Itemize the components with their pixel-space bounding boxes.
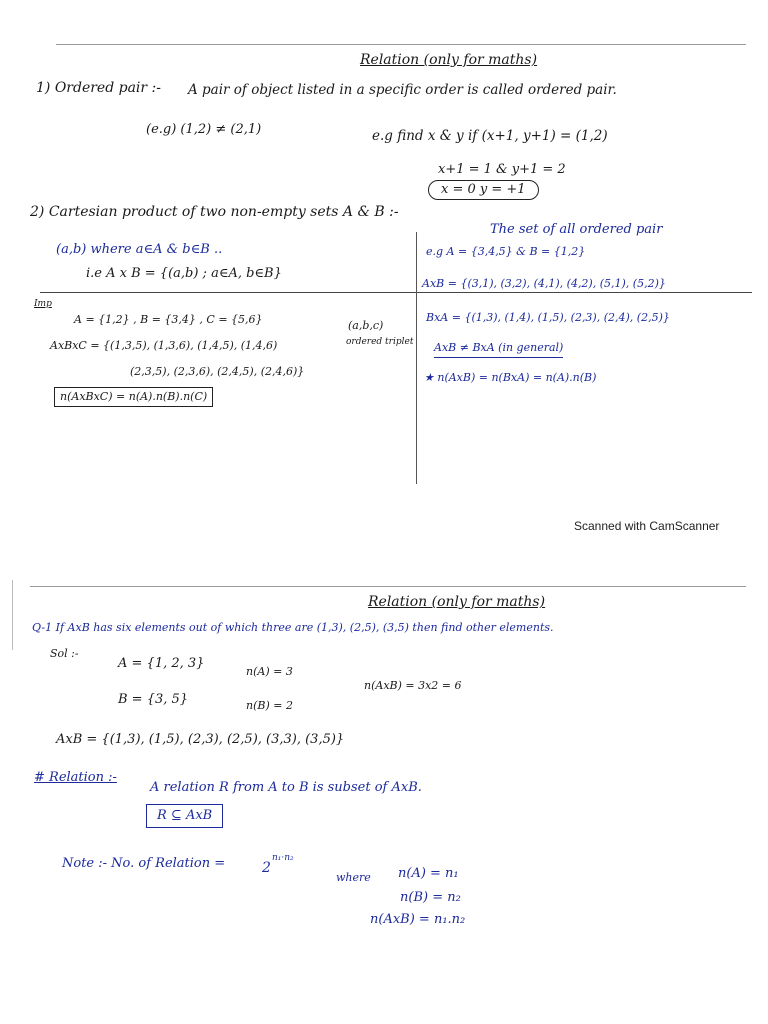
axbxc-line-2: (2,3,5), (2,3,6), (2,4,5), (2,4,6)} — [130, 365, 305, 378]
where-n-b: n(B) = n₂ — [400, 890, 461, 905]
triple-product-count-box: n(AxBxC) = n(A).n(B).n(C) — [54, 387, 213, 407]
relation-heading: # Relation :- — [34, 770, 117, 785]
number-of-relations-note: Note :- No. of Relation = — [62, 856, 226, 871]
imp-label: Imp — [34, 299, 52, 309]
set-b: B = {3, 5} — [118, 692, 189, 707]
axbxc-line-1: AxBxC = {(1,3,5), (1,3,6), (1,4,5), (1,4,6) — [50, 339, 278, 352]
power-base: 2 — [262, 860, 271, 876]
page2-top-rule — [30, 586, 746, 587]
equal-cardinality-note: ★ n(AxB) = n(BxA) = n(A).n(B) — [424, 371, 597, 384]
page2-edge-line — [12, 580, 13, 650]
triplet-note: (a,b,c) — [348, 319, 384, 332]
section-divider — [40, 292, 752, 293]
triple-sets-definition: A = {1,2} , B = {3,4} , C = {5,6} — [74, 313, 263, 326]
right-example-sets: e.g A = {3,4,5} & B = {1,2} — [426, 245, 586, 258]
cartesian-definition-part1: The set of all ordered pair — [490, 222, 663, 237]
solution-label: Sol :- — [50, 647, 79, 660]
section-ordered-pair-heading: 1) Ordered pair :- — [36, 80, 162, 96]
axb-example: AxB = {(3,1), (3,2), (4,1), (4,2), (5,1), (5,2)} — [422, 277, 666, 290]
ordered-pair-example: (e.g) (1,2) ≠ (2,1) — [146, 122, 262, 137]
set-a: A = {1, 2, 3} — [118, 656, 205, 671]
page2-title: Relation (only for maths) — [368, 594, 546, 610]
relation-definition: A relation R from A to B is subset of AxB. — [150, 780, 422, 795]
not-commutative-note: AxB ≠ BxA (in general) — [434, 340, 563, 358]
axb-all-elements: AxB = {(1,3), (1,5), (2,3), (2,5), (3,3), (3,5)} — [56, 732, 345, 747]
camscanner-watermark: Scanned with CamScanner — [574, 519, 720, 533]
xy-working-step: x+1 = 1 & y+1 = 2 — [438, 162, 566, 177]
column-divider — [416, 232, 417, 484]
power-exponent: n₁·n₂ — [272, 853, 294, 863]
question-1: Q-1 If AxB has six elements out of which three are (1,3), (2,5), (3,5) then find other elements. — [32, 621, 554, 634]
where-label: where — [336, 871, 371, 884]
n-axb: n(AxB) = 3x2 = 6 — [364, 679, 462, 692]
where-n-axb: n(AxB) = n₁.n₂ — [370, 912, 466, 927]
relation-subset-box: R ⊆ AxB — [146, 804, 223, 828]
bxa-example: BxA = {(1,3), (1,4), (1,5), (2,3), (2,4), (2,5)} — [426, 311, 670, 324]
scanned-page-2 — [0, 560, 768, 1024]
page-top-rule — [56, 44, 746, 45]
section-cartesian-heading: 2) Cartesian product of two non-empty sets A & B :- — [30, 204, 399, 220]
n-b: n(B) = 2 — [246, 699, 293, 712]
xy-answer-oval: x = 0 y = +1 — [428, 180, 539, 200]
where-n-a: n(A) = n₁ — [398, 866, 459, 881]
cartesian-definition-part2: (a,b) where a∈A & b∈B .. — [56, 242, 223, 257]
ordered-triplet-note: ordered triplet — [346, 337, 414, 347]
page-title: Relation (only for maths) — [360, 52, 538, 68]
ordered-pair-definition: A pair of object listed in a specific order is called ordered pair. — [188, 82, 617, 98]
find-xy-example: e.g find x & y if (x+1, y+1) = (1,2) — [372, 128, 608, 144]
n-a: n(A) = 3 — [246, 665, 293, 678]
cartesian-set-builder: i.e A x B = {(a,b) ; a∈A, b∈B} — [86, 266, 282, 281]
